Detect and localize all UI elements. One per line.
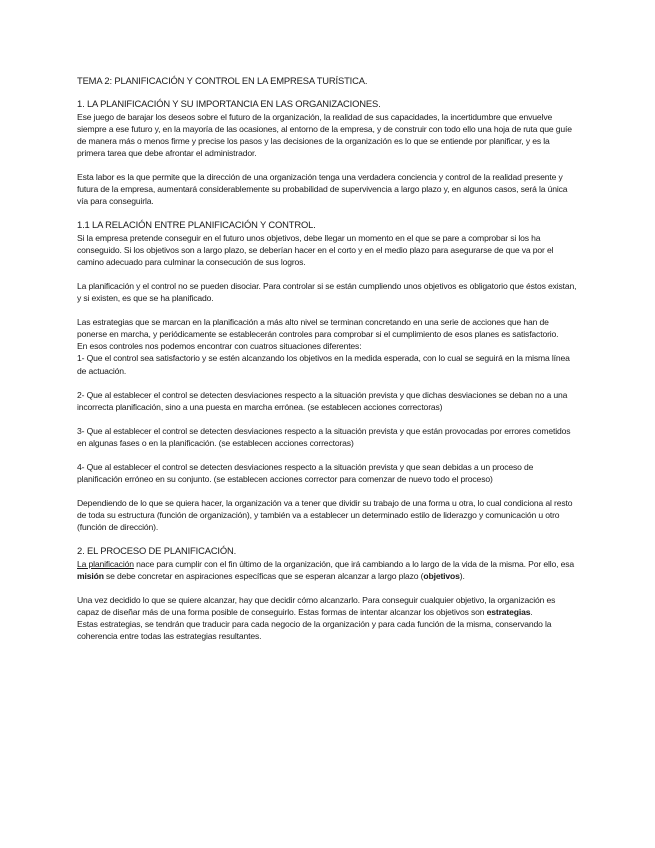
text-span: se debe concretar en aspiraciones específicas que se esperan alcanzar a largo plazo ( (103, 571, 424, 582)
situation-item-3: 3- Que al establecer el control se detecten desviaciones respecto a la situación prevista y que están provocadas por errores cometidos en algunas fases o en la planificación. (se establecen acciones correctoras) (77, 425, 571, 448)
document-title: TEMA 2: PLANIFICACIÓN Y CONTROL EN LA EMPRESA TURÍSTICA. (77, 75, 368, 86)
section-1-paragraph-2: Esta labor es la que permite que la dirección de una organización tenga una verdadera conciencia y control de la realidad presente y futura de la empresa, aumentará considerablemente su probabilidad de supervivencia a largo plazo y, en algunos casos, será la única vía para conseguirla. (77, 171, 568, 207)
objetivos-bold: objetivos (423, 571, 460, 582)
planificacion-link[interactable]: La planificación (77, 558, 134, 569)
section-1-1-heading: 1.1 LA RELACIÓN ENTRE PLANIFICACIÓN Y CONTROL. (77, 219, 316, 231)
section-1-1-paragraph-3: Las estrategias que se marcan en la planificación a más alto nivel se terminan concretando en una serie de acciones que han de ponerse en marcha, y periódicamente se establecerán controles para comprobar si el cumplimiento de esos planes es satisfactorio. (77, 317, 559, 340)
section-1-1-paragraph-5: Dependiendo de lo que se quiera hacer, la organización va a tener que dividir su trabajo de una forma u otra, lo cual condiciona al resto de toda su estructura (función de organización), y también va a establecer un determinado estilo de liderazgo y comunicación u otro (función de dirección). (77, 498, 573, 533)
estrategias-bold: estrategias (486, 607, 531, 618)
section-2-heading: 2. EL PROCESO DE PLANIFICACIÓN. (77, 545, 237, 557)
situation-item-1: 1- Que el control sea satisfactorio y se estén alcanzando los objetivos en la medida esperada, con lo cual se seguirá en la misma línea de actuación. (77, 353, 570, 376)
text-span: nace para cumplir con el fin último de la organización, que irá cambiando a lo largo de la vida de la misma. Por ello, esa (133, 558, 574, 569)
situation-item-2: 2- Que al establecer el control se detecten desviaciones respecto a la situación prevista y que dichas desviaciones se deban no a una incorrecta planificación, sino a una puesta en marcha errónea. (se establecen acciones correctoras) (77, 389, 568, 412)
section-1-heading: 1. LA PLANIFICACIÓN Y SU IMPORTANCIA EN LAS ORGANIZACIONES. (77, 98, 381, 109)
section-2-paragraph-3: Estas estrategias, se tendrán que traducir para cada negocio de la organización y para cada función de la misma, conservando la coherencia entre todas las estrategias resultantes. (77, 619, 552, 642)
section-1-1-paragraph-2: La planificación y el control no se pueden disociar. Para controlar si se están cumpliendo unos objetivos es obligatorio que éstos existan, y si existen, es que se ha planificado. (77, 280, 577, 304)
section-2-paragraph-2 (77, 594, 577, 618)
situation-item-4: 4- Que al establecer el control se detecten desviaciones respecto a la situación prevista y que sean debidas a un proceso de planificación erróneo en su conjunto. (se establecen acciones corrector para comenzar de nuevo todo el proceso) (77, 461, 534, 485)
text-span: Una vez decidido lo que se quiere alcanzar, hay que decidir cómo alcanzarlo. Para conseguir cualquier objetivo, la organización es capaz de diseñar más de una forma posible de conseguirlo. Estas formas de intentar alcanzar los objetivos son (77, 595, 556, 618)
text-span: ). (459, 571, 465, 582)
section-1-1-paragraph-1: Si la empresa pretende conseguir en el futuro unos objetivos, debe llegar un momento en el que se pare a comprobar si los ha conseguido. Si los objetivos son a largo plazo, se deberían hacer en el corto y en el medio plazo para asegurarse de que va por el camino adecuado para culminar la consecución de sus logros. (77, 232, 554, 267)
mision-bold: misión (77, 571, 104, 582)
document-page (77, 74, 577, 643)
section-2-paragraph-1 (77, 558, 577, 582)
section-1-paragraph-1: Ese juego de barajar los deseos sobre el futuro de la organización, la realidad de sus capacidades, la incertidumbre que envuelve siempre a ese futuro y, en la mayoría de las ocasiones, al entorno de la empresa, y de construir con todo ello una hoja de ruta que guíe de manera más o menos firme y precise los pasos y las decisiones de la organización es lo que se entiende por planificar, y es la primera tarea que debe afrontar el administrador. (77, 111, 572, 158)
section-1-1-paragraph-4: En esos controles nos podemos encontrar con cuatros situaciones diferentes: (77, 341, 362, 352)
text-span: . (530, 607, 533, 618)
